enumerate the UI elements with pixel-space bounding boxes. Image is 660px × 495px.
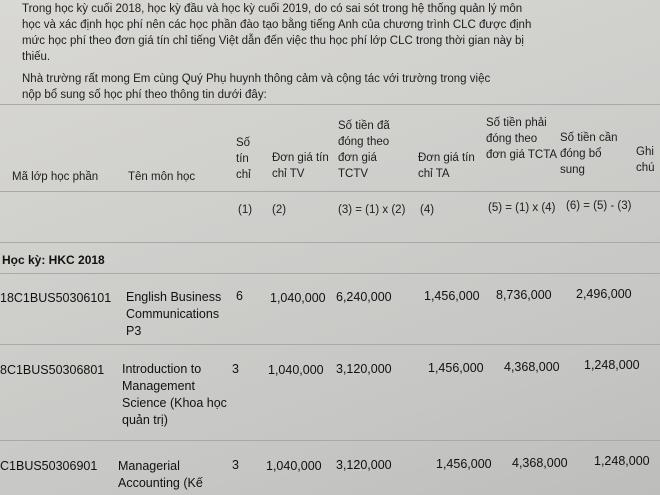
- row-price-ta: 1,456,000: [428, 361, 484, 375]
- header-price-tv: Đơn giá tín chỉ TV: [272, 152, 329, 180]
- formula-price-tv: (2): [272, 204, 287, 216]
- row-price-tv: 1,040,000: [268, 363, 324, 377]
- row-name: English Business Communications P3: [126, 290, 222, 338]
- row-code: C1BUS50306901: [0, 459, 98, 473]
- header-note: Ghi chú: [636, 146, 655, 174]
- row-credits: 3: [232, 458, 239, 472]
- row-amount-ta: 4,368,000: [504, 360, 560, 374]
- section-divider: [0, 273, 660, 274]
- header-name: Tên môn học: [128, 171, 196, 183]
- intro-paragraph-2: Nhà trường rất mong Em cùng Quý Phụ huynh thông cảm và cộng tác với trường trong việc nộp bổ sung số học phí theo thông tin dưới đây:: [22, 73, 491, 101]
- row-name: Managerial Accounting (Kế: [118, 459, 203, 490]
- row-price-ta: 1,456,000: [424, 289, 480, 303]
- formula-amount-ta: (5) = (1) x (4): [488, 202, 556, 214]
- row-amount-tv: 3,120,000: [336, 362, 392, 376]
- header-amount-ta: Số tiền phải đóng theo đơn giá TCTA: [486, 117, 558, 161]
- row-divider-2: [0, 440, 660, 441]
- row-amount-tv: 6,240,000: [336, 290, 392, 304]
- formula-extra: (6) = (5) - (3): [566, 200, 632, 212]
- formula-price-ta: (4): [420, 204, 435, 216]
- formula-credits: (1): [238, 204, 253, 216]
- row-amount-tv: 3,120,000: [336, 458, 392, 472]
- table-top-border: [0, 104, 660, 105]
- row-code: 8C1BUS50306801: [0, 363, 105, 377]
- row-extra: 2,496,000: [576, 287, 632, 301]
- row-name: Introduction to Management Science (Khoa học quản trị): [122, 362, 227, 427]
- row-price-tv: 1,040,000: [270, 291, 326, 305]
- header-price-ta: Đơn giá tín chỉ TA: [418, 152, 475, 180]
- row-price-ta: 1,456,000: [436, 457, 492, 471]
- intro-paragraph-1: Trong học kỳ cuối 2018, học kỳ đầu và học kỳ cuối 2019, do có sai sót trong hệ thống quản lý môn học và xác định học phí nên các học phần đào tạo bằng tiếng Anh của chương trình CLC được định mức học phí theo đơn giá tín chỉ tiếng Việt dẫn đến việc thu học phí lớp CLC trong thời gian này bị thiếu.: [22, 3, 532, 63]
- header-credits: Số tín chỉ: [236, 137, 251, 181]
- row-code: 18C1BUS50306101: [0, 291, 112, 305]
- row-amount-ta: 8,736,000: [496, 288, 552, 302]
- row-extra: 1,248,000: [594, 454, 650, 468]
- row-credits: 6: [236, 289, 243, 303]
- header-code: Mã lớp học phần: [12, 171, 99, 183]
- row-extra: 1,248,000: [584, 358, 640, 372]
- row-credits: 3: [232, 362, 239, 376]
- formula-amount-tv: (3) = (1) x (2): [338, 204, 406, 216]
- header-extra: Số tiền cần đóng bổ sung: [560, 132, 618, 176]
- semester-label: Học kỳ: HKC 2018: [2, 253, 105, 267]
- formula-divider: [0, 242, 660, 243]
- row-price-tv: 1,040,000: [266, 459, 322, 473]
- header-divider: [0, 191, 660, 192]
- header-amount-tv: Số tiền đã đóng theo đơn giá TCTV: [338, 120, 390, 180]
- row-divider-1: [0, 344, 660, 345]
- row-amount-ta: 4,368,000: [512, 456, 568, 470]
